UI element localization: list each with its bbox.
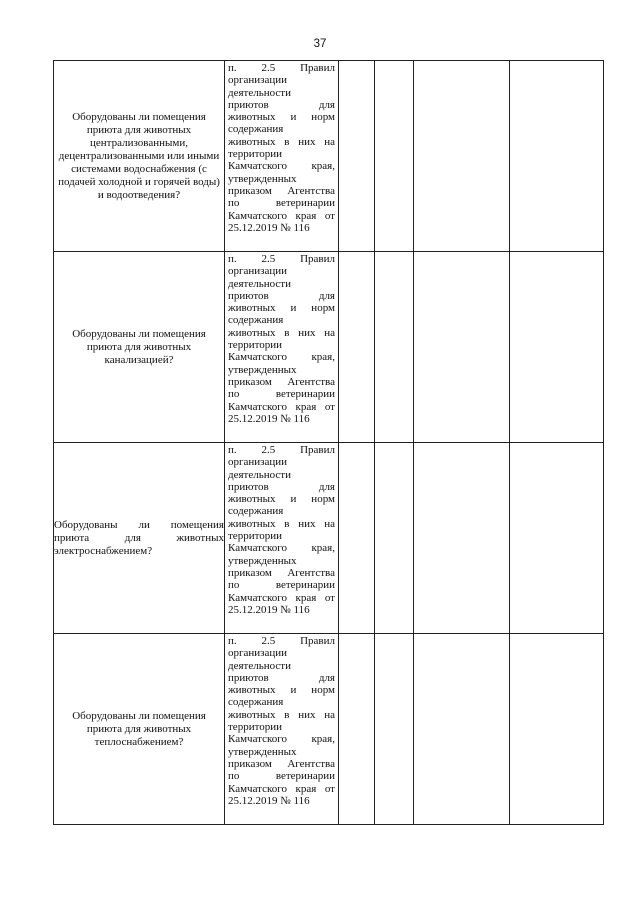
- question-cell: Оборудованы ли помещения приюта для животных централизованными, децентрализованными или иными системами водоснабжения (с подачей холодной и горячей воды) и водоотведения?: [54, 61, 225, 252]
- table-row: [54, 61, 604, 252]
- reference-line: приютов для: [228, 98, 335, 111]
- reference-line: содержания: [228, 505, 284, 518]
- reference-line: животных и норм: [228, 493, 335, 506]
- question-cell: Оборудованы ли помещения приюта для животных канализацией?: [54, 252, 225, 443]
- reference-line: 25.12.2019 № 116: [228, 221, 310, 234]
- reference-line: деятельности: [228, 659, 291, 672]
- checklist-body: [54, 61, 604, 825]
- reference-line: приютов для: [228, 289, 335, 302]
- answer-cell-3[interactable]: [414, 61, 510, 252]
- reference-line: приказом Агентства: [228, 757, 335, 770]
- reference-line: Камчатского края,: [228, 542, 335, 555]
- reference-line: деятельности: [228, 277, 291, 290]
- reference-line: животных и норм: [228, 111, 335, 124]
- reference-line: территории: [228, 148, 283, 161]
- reference-line: п. 2.5 Правил: [228, 253, 335, 265]
- reference-line: животных в них на: [228, 326, 335, 339]
- reference-line: животных в них на: [228, 517, 335, 530]
- reference-line: приютов для: [228, 480, 335, 493]
- reference-line: Камчатского края от: [228, 400, 335, 413]
- reference-line: организации: [228, 647, 288, 660]
- reference-line: животных и норм: [228, 684, 335, 697]
- answer-cell-4[interactable]: [510, 61, 604, 252]
- reference-line: территории: [228, 339, 283, 352]
- reference-cell: [225, 252, 339, 443]
- answer-cell-1[interactable]: [339, 252, 375, 443]
- reference-line: 25.12.2019 № 116: [228, 794, 310, 807]
- answer-cell-4[interactable]: [510, 634, 604, 825]
- table-row: [54, 252, 604, 443]
- answer-cell-3[interactable]: [414, 443, 510, 634]
- reference-line: приказом Агентства: [228, 184, 335, 197]
- answer-cell-1[interactable]: [339, 443, 375, 634]
- reference-line: утвержденных: [228, 363, 297, 376]
- reference-cell: [225, 634, 339, 825]
- reference-line: деятельности: [228, 468, 291, 481]
- answer-cell-4[interactable]: [510, 252, 604, 443]
- reference-line: содержания: [228, 123, 284, 136]
- reference-line: приказом Агентства: [228, 375, 335, 388]
- page-number: 37: [313, 38, 327, 50]
- reference-line: 25.12.2019 № 116: [228, 603, 310, 616]
- reference-cell: [225, 61, 339, 252]
- reference-line: животных в них на: [228, 135, 335, 148]
- reference-line: организации: [228, 74, 288, 87]
- reference-line: территории: [228, 721, 283, 734]
- reference-line: по ветеринарии: [228, 770, 335, 783]
- reference-line: Камчатского края от: [228, 591, 335, 604]
- reference-line: утвержденных: [228, 554, 297, 567]
- reference-line: содержания: [228, 314, 284, 327]
- reference-line: п. 2.5 Правил: [228, 62, 335, 74]
- reference-line: организации: [228, 265, 288, 278]
- reference-line: Камчатского края от: [228, 782, 335, 795]
- answer-cell-4[interactable]: [510, 443, 604, 634]
- reference-line: по ветеринарии: [228, 197, 335, 210]
- answer-cell-3[interactable]: [414, 634, 510, 825]
- reference-line: животных в них на: [228, 708, 335, 721]
- table-row: [54, 443, 604, 634]
- checklist-table: [53, 60, 604, 825]
- reference-line: приказом Агентства: [228, 566, 335, 579]
- reference-line: приютов для: [228, 671, 335, 684]
- reference-line: по ветеринарии: [228, 579, 335, 592]
- reference-line: территории: [228, 530, 283, 543]
- reference-line: Камчатского края от: [228, 209, 335, 222]
- answer-cell-2[interactable]: [375, 634, 414, 825]
- answer-cell-1[interactable]: [339, 61, 375, 252]
- question-cell: Оборудованы ли помещения приюта для животных теплоснабжением?: [54, 634, 225, 825]
- answer-cell-2[interactable]: [375, 252, 414, 443]
- reference-line: животных и норм: [228, 302, 335, 315]
- answer-cell-2[interactable]: [375, 61, 414, 252]
- reference-line: Камчатского края,: [228, 733, 335, 746]
- answer-cell-3[interactable]: [414, 252, 510, 443]
- answer-cell-2[interactable]: [375, 443, 414, 634]
- reference-cell: [225, 443, 339, 634]
- question-cell: Оборудованы ли помещения приюта для животных электроснабжением?: [54, 443, 225, 634]
- answer-cell-1[interactable]: [339, 634, 375, 825]
- reference-line: п. 2.5 Правил: [228, 635, 335, 647]
- reference-line: Камчатского края,: [228, 160, 335, 173]
- reference-line: утвержденных: [228, 172, 297, 185]
- reference-line: 25.12.2019 № 116: [228, 412, 310, 425]
- reference-line: организации: [228, 456, 288, 469]
- reference-line: по ветеринарии: [228, 388, 335, 401]
- table-row: [54, 634, 604, 825]
- reference-line: Камчатского края,: [228, 351, 335, 364]
- reference-line: п. 2.5 Правил: [228, 444, 335, 456]
- reference-line: деятельности: [228, 86, 291, 99]
- reference-line: содержания: [228, 696, 284, 709]
- reference-line: утвержденных: [228, 745, 297, 758]
